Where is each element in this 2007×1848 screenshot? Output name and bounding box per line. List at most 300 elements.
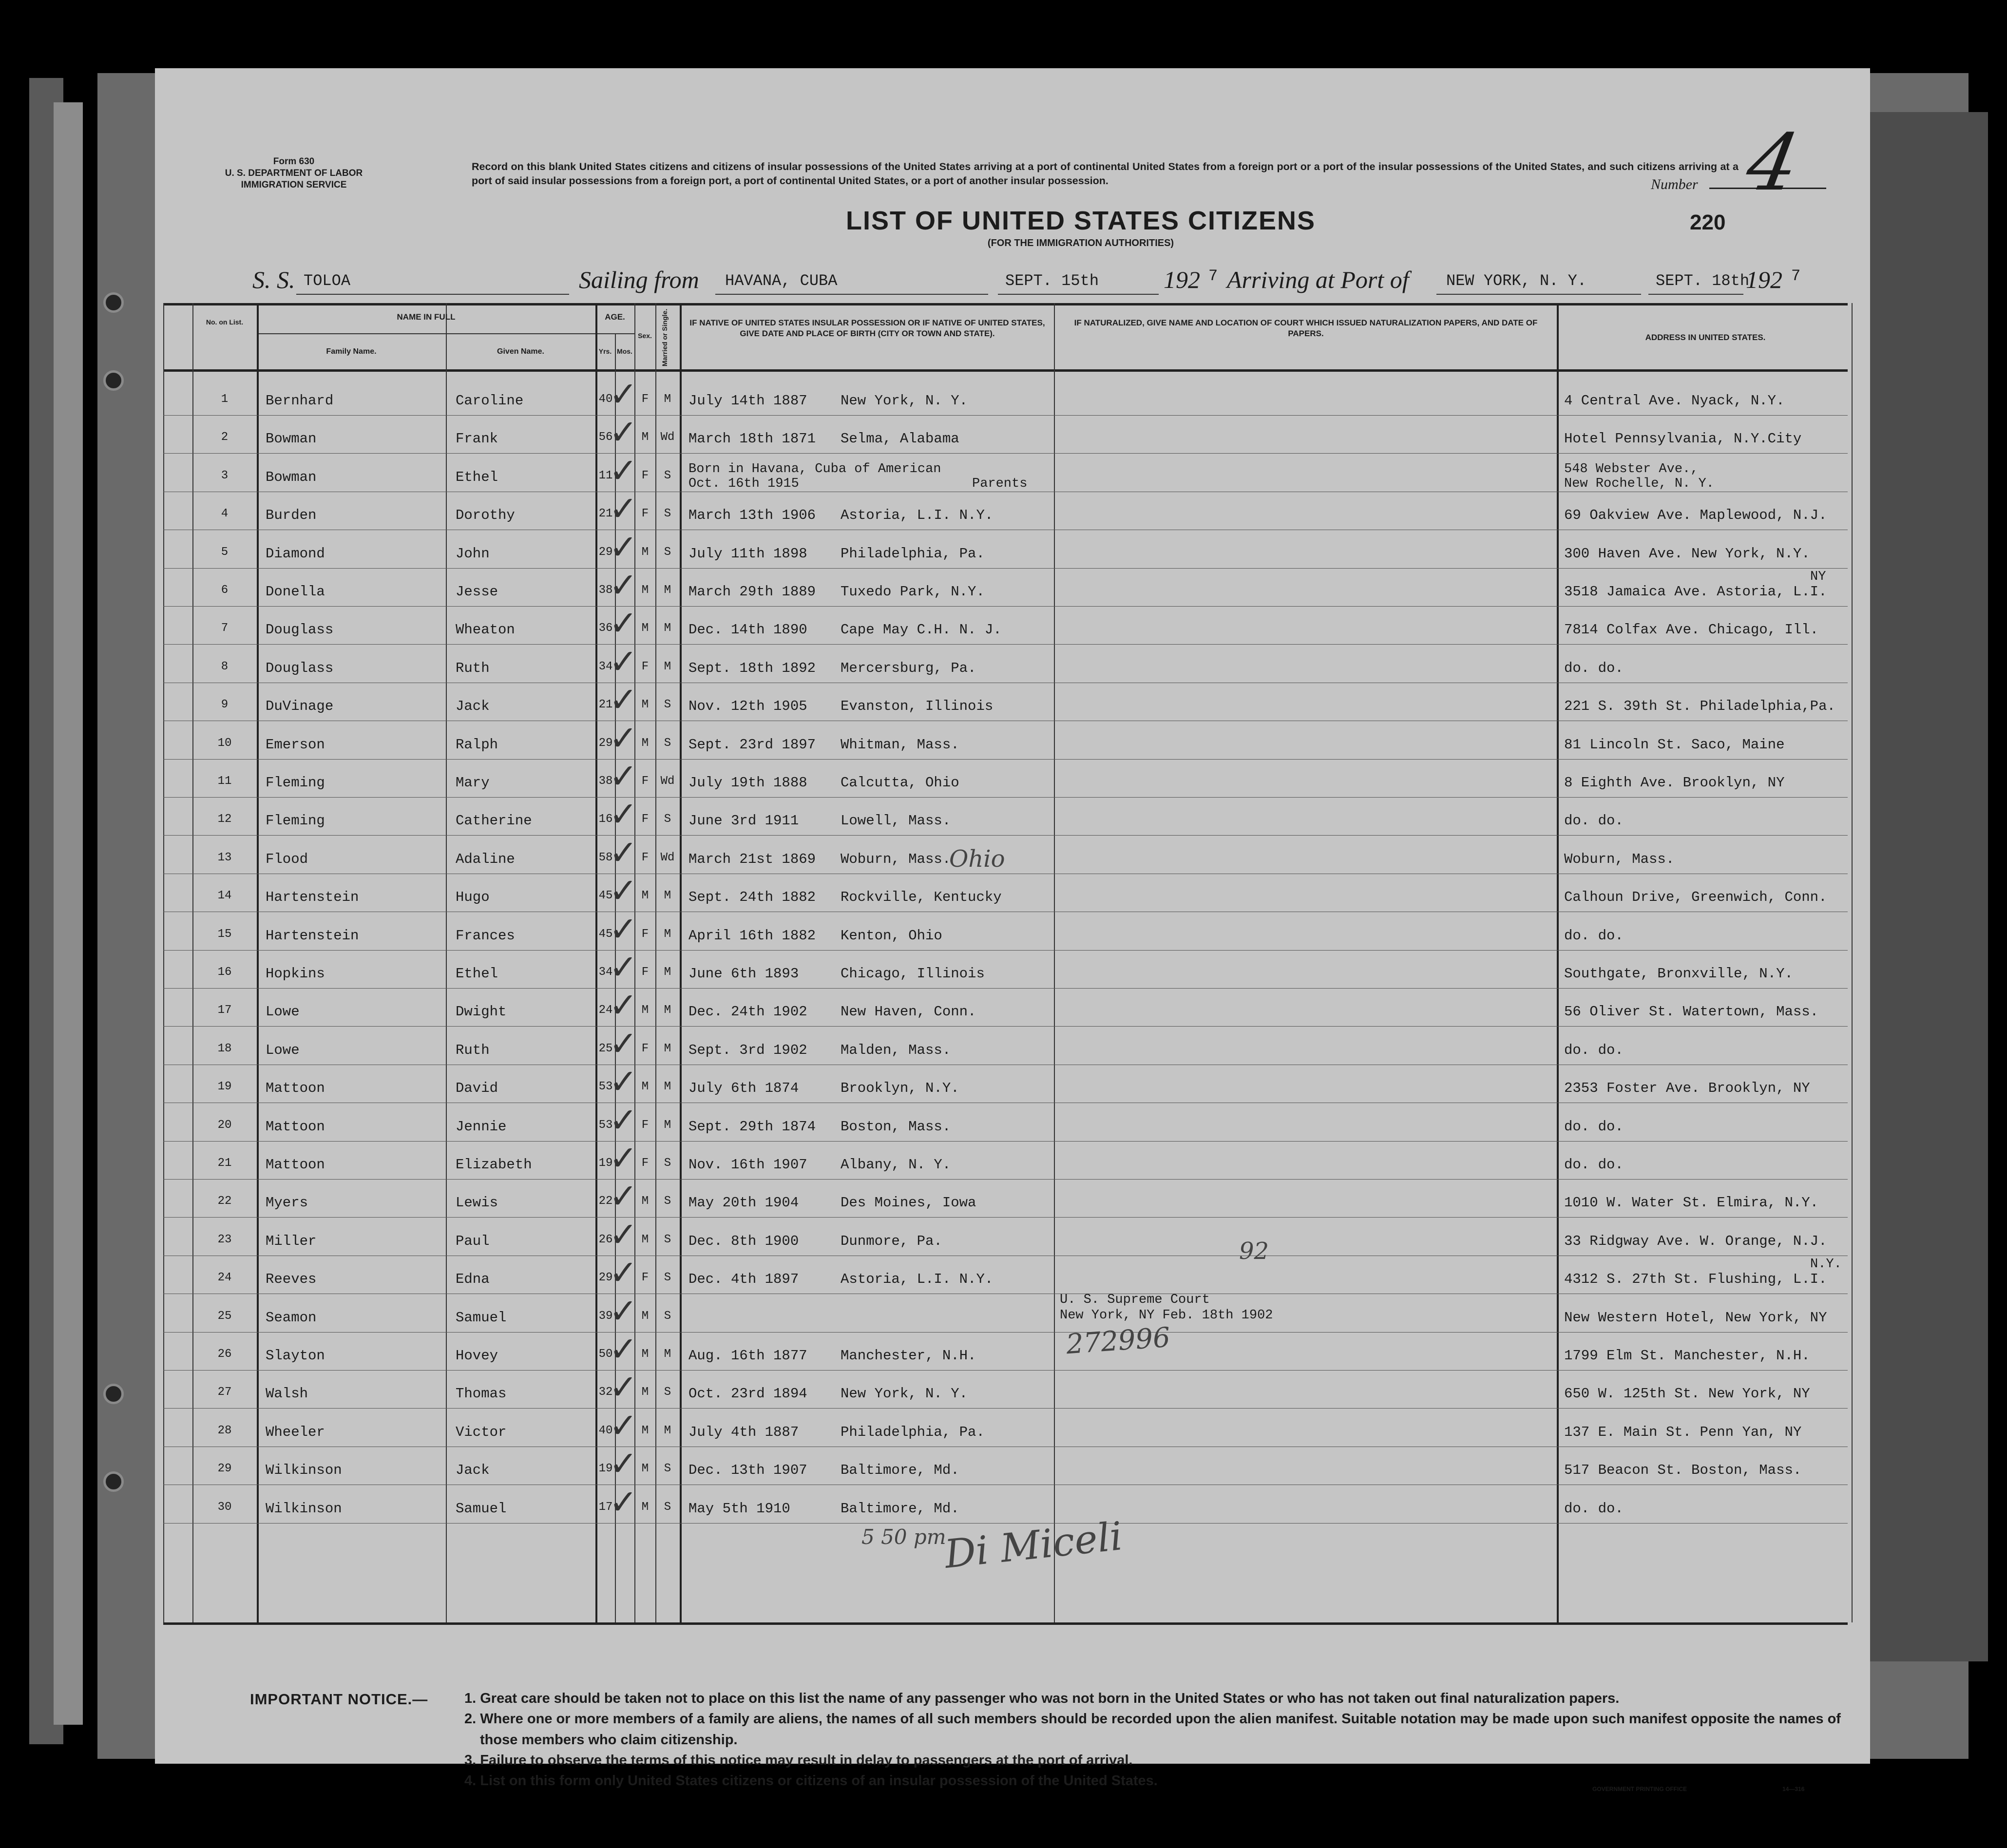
cell-ms: S <box>664 698 671 712</box>
cell-family: Seamon <box>266 1309 317 1326</box>
form-identifier <box>213 156 374 191</box>
cell-given: Paul <box>456 1233 490 1249</box>
cell-addr: 69 Oakview Ave. Maplewood, N.J. <box>1564 507 1827 524</box>
punch-hole <box>103 1384 124 1404</box>
cell-date: March 18th 1871 <box>688 431 816 447</box>
cell-sex: M <box>641 736 649 750</box>
cell-ms: S <box>664 813 671 826</box>
cell-addr: 4312 S. 27th St. Flushing, L.I. <box>1564 1271 1827 1288</box>
header-age: AGE. <box>605 312 625 322</box>
cell-age: 38 <box>598 584 613 597</box>
cell-no: 29 <box>217 1462 232 1476</box>
cell-age: 29 <box>598 545 613 559</box>
cell-date: Oct. 23rd 1894 <box>688 1386 807 1402</box>
from-port: HAVANA, CUBA <box>725 272 838 290</box>
cell-ms: S <box>664 1157 671 1170</box>
check-mark-icon: ✓ <box>609 985 638 1026</box>
row-rule <box>163 797 1848 798</box>
cell-no: 25 <box>217 1309 232 1323</box>
cell-age: 58 <box>598 851 613 864</box>
cell-date: Dec. 13th 1907 <box>688 1462 807 1479</box>
cell-given: Jack <box>456 1462 490 1479</box>
cell-addr: 8 Eighth Ave. Brooklyn, NY <box>1564 775 1785 791</box>
name-header-rule <box>257 333 595 334</box>
number-value: 4 <box>1740 117 1806 208</box>
cell-age: 21 <box>598 507 613 521</box>
cell-sex: F <box>641 507 649 521</box>
check-mark-icon: ✓ <box>609 871 638 911</box>
cell-date: March 21st 1869 <box>688 851 816 867</box>
cell-family: Fleming <box>266 775 325 791</box>
header-birth: IF NATIVE OF UNITED STATES INSULAR POSSESSION OR IF NATIVE OF UNITED STATES, GIVE DATE AND PLACE OF BIRTH (CITY OR TOWN AND STATE). <box>689 318 1045 339</box>
cell-sex: F <box>641 813 649 826</box>
cell-date: July 19th 1888 <box>688 775 807 791</box>
cell-family: Hopkins <box>266 966 325 982</box>
col-rule <box>1852 303 1853 1622</box>
check-mark-icon: ✓ <box>609 947 638 987</box>
cell-place: Lowell, Mass. <box>841 813 951 829</box>
cell-family: Douglass <box>266 660 334 676</box>
cell-given: Mary <box>456 775 490 791</box>
row-rule <box>163 644 1848 645</box>
cell-age: 25 <box>598 1042 613 1055</box>
cell-date: Dec. 8th 1900 <box>688 1233 799 1249</box>
to-port: NEW YORK, N. Y. <box>1446 272 1587 290</box>
cell-family: Hartenstein <box>266 889 359 906</box>
cell-given: Samuel <box>456 1500 507 1517</box>
cell-no: 27 <box>217 1386 232 1399</box>
cell-given: Lewis <box>456 1195 498 1211</box>
check-mark-icon: ✓ <box>609 794 638 835</box>
cell-ms: S <box>664 1386 671 1399</box>
col-rule <box>257 303 259 1622</box>
cell-sex: F <box>641 1157 649 1170</box>
cell-ms: Wd <box>660 431 675 444</box>
cell-age: 17 <box>598 1500 613 1514</box>
cell-no: 17 <box>217 1004 232 1017</box>
cell-addr: Hotel Pennsylvania, N.Y.City <box>1564 431 1802 447</box>
cell-family: Diamond <box>266 545 325 562</box>
cell-place: Cape May C.H. N. J. <box>841 622 1002 638</box>
cell-sex: M <box>641 622 649 635</box>
cell-given: Victor <box>456 1424 507 1440</box>
cell-age: 50 <box>598 1348 613 1361</box>
cell-nat2: New York, NY Feb. 18th 1902 <box>1060 1308 1273 1323</box>
cell-sex: M <box>641 1309 649 1323</box>
cell-age: 11 <box>598 469 613 482</box>
header-yrs: Yrs. <box>598 347 612 355</box>
cell-addr: 3518 Jamaica Ave. Astoria, L.I. <box>1564 584 1827 600</box>
cell-sex: M <box>641 1004 649 1017</box>
cell-addr: do. do. <box>1564 1042 1624 1058</box>
cell-sex: M <box>641 1233 649 1246</box>
cell-addr: 650 W. 125th St. New York, NY <box>1564 1386 1810 1402</box>
cell-age: 19 <box>598 1462 613 1476</box>
check-mark-icon: ✓ <box>609 1023 638 1064</box>
cell-no: 16 <box>217 966 232 979</box>
check-mark-icon: ✓ <box>609 565 638 605</box>
cell-no: 30 <box>217 1500 232 1514</box>
col-rule <box>595 303 597 1622</box>
col-rule <box>680 303 682 1622</box>
notice-item: 3. Failure to observe the terms of this notice may result in delay to passengers at the port of arrival. <box>464 1752 1133 1768</box>
cell-place: New Haven, Conn. <box>841 1004 976 1020</box>
cell-no: 8 <box>221 660 229 673</box>
cell-age: 34 <box>598 966 613 979</box>
cell-ms: M <box>664 966 671 979</box>
header-address: ADDRESS IN UNITED STATES. <box>1645 333 1766 342</box>
cell-addr2: New Rochelle, N. Y. <box>1564 476 1714 491</box>
cell-age: 40 <box>598 393 613 406</box>
cell-date: Sept. 24th 1882 <box>688 889 816 906</box>
cell-no: 26 <box>217 1348 232 1361</box>
cell-age: 16 <box>598 813 613 826</box>
cell-ms: M <box>664 1080 671 1094</box>
check-mark-icon: ✓ <box>609 1405 638 1446</box>
cell-date: Aug. 16th 1877 <box>688 1348 807 1364</box>
cell-given: Ralph <box>456 736 498 753</box>
header-mos: Mos. <box>617 347 632 355</box>
cell-addr: Woburn, Mass. <box>1564 851 1675 867</box>
cell-age: 40 <box>598 1424 613 1437</box>
cell-family: Douglass <box>266 622 334 638</box>
cell-place: Brooklyn, N.Y. <box>841 1080 959 1097</box>
cell-place: Boston, Mass. <box>841 1118 951 1135</box>
cell-given: Jack <box>456 698 490 715</box>
check-mark-icon: ✓ <box>609 450 638 491</box>
cell-sex: F <box>641 469 649 482</box>
cell-date: May 20th 1904 <box>688 1195 799 1211</box>
col-rule <box>655 303 656 1622</box>
row-rule <box>163 1370 1848 1371</box>
check-mark-icon: ✓ <box>609 1176 638 1217</box>
header-married-single: Married or Single. <box>661 308 669 366</box>
row-rule <box>163 1141 1848 1142</box>
cell-sex: M <box>641 1462 649 1476</box>
check-mark-icon: ✓ <box>609 1329 638 1369</box>
row-rule <box>163 988 1848 989</box>
cell-given: Hugo <box>456 889 490 906</box>
cell-place: New York, N. Y. <box>841 393 968 409</box>
cell-place: Astoria, L.I. N.Y. <box>841 507 994 524</box>
cell-no: 3 <box>221 469 229 482</box>
cell-given: David <box>456 1080 498 1097</box>
cell-date: Dec. 14th 1890 <box>688 622 807 638</box>
cell-sex: M <box>641 1500 649 1514</box>
col-rule <box>1054 303 1055 1622</box>
check-mark-icon: ✓ <box>609 756 638 796</box>
cell-no: 28 <box>217 1424 232 1437</box>
page-number: 220 <box>1690 210 1726 234</box>
cell-sex: M <box>641 545 649 559</box>
cell-place: New York, N. Y. <box>841 1386 968 1402</box>
cell-place: Selma, Alabama <box>841 431 959 447</box>
cell-family: Bernhard <box>266 393 334 409</box>
notice-items <box>464 1688 1853 1791</box>
sail-date: SEPT. 15th <box>1005 272 1099 290</box>
cell-place: Manchester, N.H. <box>841 1348 976 1364</box>
row-rule <box>163 1026 1848 1027</box>
check-mark-icon: ✓ <box>609 718 638 758</box>
cell-place: Des Moines, Iowa <box>841 1195 976 1211</box>
cell-place: Philadelphia, Pa. <box>841 545 985 562</box>
cell-date: July 11th 1898 <box>688 545 807 562</box>
cell-family: Myers <box>266 1195 308 1211</box>
check-mark-icon: ✓ <box>609 641 638 682</box>
cell-ms: S <box>664 545 671 559</box>
col-rule <box>1557 303 1559 1622</box>
col-rule <box>446 303 447 1622</box>
notice-item: 4. List on this form only United States citizens or citizens of an insular possession of the United States. <box>464 1773 1158 1789</box>
cell-no: 4 <box>221 507 229 521</box>
inspector-signature: Di Miceli <box>942 1513 1125 1577</box>
cell-given: Catherine <box>456 813 532 829</box>
cell-nat: U. S. Supreme Court <box>1060 1292 1210 1307</box>
cell-given: Ethel <box>456 469 498 485</box>
printer-code: 14—316 <box>1782 1786 1805 1792</box>
cell-date: July 4th 1887 <box>688 1424 799 1440</box>
cell-date: Sept. 3rd 1902 <box>688 1042 807 1058</box>
cell-place: Baltimore, Md. <box>841 1500 959 1517</box>
cell-no: 19 <box>217 1080 232 1094</box>
check-mark-icon: ✓ <box>609 1138 638 1178</box>
page-edge <box>54 102 83 1725</box>
page-subtitle: (FOR THE IMMIGRATION AUTHORITIES) <box>987 238 1174 248</box>
cell-age: 45 <box>598 889 613 903</box>
cell-age: 36 <box>598 622 613 635</box>
row-rule <box>163 759 1848 760</box>
cell-sex: M <box>641 1386 649 1399</box>
cell-no: 18 <box>217 1042 232 1055</box>
cell-no: 6 <box>221 584 229 597</box>
check-mark-icon: ✓ <box>609 909 638 949</box>
cell-no: 1 <box>221 393 229 406</box>
col-rule <box>192 303 193 1622</box>
cell-ms: M <box>664 1004 671 1017</box>
cell-place: Tuxedo Park, N.Y. <box>841 584 985 600</box>
check-mark-icon: ✓ <box>609 1367 638 1408</box>
cell-family: Wilkinson <box>266 1462 342 1479</box>
notice-item: 2. Where one or more members of a family are aliens, the names of all such members should be recorded upon the alien manifest. Suitable notation may be made upon such manifest opposite the names of those members who claim citizenship. <box>464 1711 1841 1748</box>
cell-ms: S <box>664 1271 671 1285</box>
header-no: No. on List. <box>206 318 244 326</box>
arrive-year-suffix: 7 <box>1791 267 1801 285</box>
handwritten-certificate-number: 272996 <box>1065 1321 1171 1361</box>
cell-family: Donella <box>266 584 325 600</box>
punch-hole <box>103 292 124 313</box>
cell-addr: New Western Hotel, New York, NY <box>1564 1309 1827 1326</box>
cell-sex: M <box>641 889 649 903</box>
cell-addr-sup: NY <box>1810 570 1826 584</box>
cell-addr: do. do. <box>1564 927 1624 944</box>
handwritten-number: 92 <box>1239 1238 1269 1265</box>
cell-ms: S <box>664 507 671 521</box>
cell-given: Dorothy <box>456 507 515 524</box>
cell-addr: 1799 Elm St. Manchester, N.H. <box>1564 1348 1810 1364</box>
handwritten-time: 5 50 pm <box>861 1525 946 1549</box>
cell-age: 29 <box>598 1271 613 1285</box>
row-rule <box>163 1523 1848 1524</box>
cell-sex: M <box>641 698 649 712</box>
cell-sex: F <box>641 393 649 406</box>
cell-place: Malden, Mass. <box>841 1042 951 1058</box>
cell-given: Thomas <box>456 1386 507 1402</box>
cell-given: Samuel <box>456 1309 507 1326</box>
cell-family: Burden <box>266 507 317 524</box>
check-mark-icon: ✓ <box>609 489 638 529</box>
cell-addr: 221 S. 39th St. Philadelphia,Pa. <box>1564 698 1835 715</box>
cell-addr-sup: N.Y. <box>1810 1257 1842 1272</box>
cell-date: Sept. 18th 1892 <box>688 660 816 676</box>
cell-family: Reeves <box>266 1271 317 1288</box>
cell-sex: F <box>641 851 649 864</box>
table-top-rule <box>163 303 1848 305</box>
record-instructions: Record on this blank United States citizens and citizens of insular possessions of the United States arriving at a port of continental United States from a foreign port or a port of the insular possessions of the United States, and such citizens arriving at a port of said insular possessions from a foreign port, a port of continental United States, or a port of another insular possession. <box>472 161 1739 187</box>
manifest-sheet <box>155 68 1870 1792</box>
row-rule <box>163 415 1848 416</box>
cell-sex: M <box>641 1195 649 1208</box>
sail-year: 192 <box>1164 266 1200 293</box>
row-rule <box>163 606 1848 607</box>
row-rule <box>163 568 1848 569</box>
cell-no: 21 <box>217 1157 232 1170</box>
cell-place: Whitman, Mass. <box>841 736 959 753</box>
cell-family: Fleming <box>266 813 325 829</box>
cell-addr: do. do. <box>1564 1500 1624 1517</box>
cell-date: March 13th 1906 <box>688 507 816 524</box>
check-mark-icon: ✓ <box>609 603 638 644</box>
cell-addr: 7814 Colfax Ave. Chicago, Ill. <box>1564 622 1819 638</box>
cell-given: Frances <box>456 927 515 944</box>
cell-given: Frank <box>456 431 498 447</box>
sail-date-underline <box>998 294 1159 295</box>
sail-year-suffix: 7 <box>1208 267 1218 285</box>
header-given-name: Given Name. <box>497 347 544 356</box>
cell-addr: 56 Oliver St. Watertown, Mass. <box>1564 1004 1819 1020</box>
cell-ms: S <box>664 469 671 482</box>
check-mark-icon: ✓ <box>609 1100 638 1140</box>
cell-addr: 137 E. Main St. Penn Yan, NY <box>1564 1424 1802 1440</box>
cell-family: Wheeler <box>266 1424 325 1440</box>
cell-ms: M <box>664 889 671 903</box>
cell-age: 56 <box>598 431 613 444</box>
header-bottom-rule <box>163 369 1848 372</box>
cell-given: John <box>456 545 490 562</box>
cell-place: Astoria, L.I. N.Y. <box>841 1271 994 1288</box>
cell-addr: 517 Beacon St. Boston, Mass. <box>1564 1462 1802 1479</box>
cell-ms: M <box>664 584 671 597</box>
cell-no: 10 <box>217 736 232 750</box>
cell-no: 15 <box>217 927 232 941</box>
row-rule <box>163 1332 1848 1333</box>
cell-addr: Southgate, Bronxville, N.Y. <box>1564 966 1793 982</box>
cell-family: Lowe <box>266 1004 300 1020</box>
cell-addr: 2353 Foster Ave. Brooklyn, NY <box>1564 1080 1810 1097</box>
cell-date: March 29th 1889 <box>688 584 816 600</box>
cell-ms: S <box>664 1462 671 1476</box>
cell-ms: S <box>664 736 671 750</box>
cell-family: Bowman <box>266 431 317 447</box>
cell-family: Wilkinson <box>266 1500 342 1517</box>
row-rule <box>163 835 1848 836</box>
cell-date2: Oct. 16th 1915 <box>688 476 799 491</box>
cell-no: 12 <box>217 813 232 826</box>
header-name-in-full: NAME IN FULL <box>397 312 456 322</box>
cell-age: 38 <box>598 775 613 788</box>
arriving-label: Arriving at Port of <box>1227 266 1409 293</box>
cell-place: Baltimore, Md. <box>841 1462 959 1479</box>
cell-ms: M <box>664 1424 671 1437</box>
cell-sex: F <box>641 1042 649 1055</box>
cell-family: Walsh <box>266 1386 308 1402</box>
cell-family: Flood <box>266 851 308 867</box>
printer-credit: GOVERNMENT PRINTING OFFICE <box>1592 1786 1687 1792</box>
cell-addr: 81 Lincoln St. Saco, Maine <box>1564 736 1785 753</box>
cell-date: Dec. 4th 1897 <box>688 1271 799 1288</box>
cell-place: Rockville, Kentucky <box>841 889 1002 906</box>
cell-no: 2 <box>221 431 229 444</box>
form-number: Form 630 <box>273 156 315 167</box>
cell-date: July 6th 1874 <box>688 1080 799 1097</box>
cell-given: Caroline <box>456 393 524 409</box>
cell-sex: M <box>641 431 649 444</box>
cell-age: 53 <box>598 1118 613 1132</box>
cell-place: Mercersburg, Pa. <box>841 660 976 676</box>
check-mark-icon: ✓ <box>609 1291 638 1331</box>
cell-no: 24 <box>217 1271 232 1285</box>
cell-no: 9 <box>221 698 229 712</box>
cell-date: Nov. 16th 1907 <box>688 1157 807 1173</box>
cell-given: Dwight <box>456 1004 507 1020</box>
cell-place: Calcutta, Ohio <box>841 775 959 791</box>
cell-ms: M <box>664 393 671 406</box>
cell-age: 39 <box>598 1309 613 1323</box>
row-rule <box>163 950 1848 951</box>
cell-given: Ruth <box>456 660 490 676</box>
cell-age: 24 <box>598 1004 613 1017</box>
cell-ms: M <box>664 1348 671 1361</box>
cell-date: June 3rd 1911 <box>688 813 799 829</box>
cell-age: 29 <box>598 736 613 750</box>
cell-given: Elizabeth <box>456 1157 532 1173</box>
from-underline <box>715 294 988 295</box>
cell-given: Adaline <box>456 851 515 867</box>
cell-place2: Parents <box>972 476 1028 491</box>
check-mark-icon: ✓ <box>609 1444 638 1484</box>
number-label: Number <box>1651 176 1698 192</box>
check-mark-icon: ✓ <box>609 1062 638 1102</box>
cell-addr: do. do. <box>1564 1118 1624 1135</box>
cell-place: Woburn, Mass. <box>841 851 951 867</box>
cell-no: 7 <box>221 622 229 635</box>
cell-given: Ethel <box>456 966 498 982</box>
cell-ms: S <box>664 1195 671 1208</box>
cell-family: Emerson <box>266 736 325 753</box>
cell-family: Mattoon <box>266 1157 325 1173</box>
cell-age: 34 <box>598 660 613 673</box>
cell-addr: 548 Webster Ave., <box>1564 461 1699 476</box>
cell-addr: Calhoun Drive, Greenwich, Conn. <box>1564 889 1827 906</box>
cell-date: Born in Havana, Cuba of American <box>688 461 941 476</box>
department: U. S. DEPARTMENT OF LABOR <box>225 168 363 178</box>
cell-family: Mattoon <box>266 1118 325 1135</box>
check-mark-icon: ✓ <box>609 374 638 414</box>
cell-age: 26 <box>598 1233 613 1246</box>
arrive-date-underline <box>1648 294 1743 295</box>
cell-no: 5 <box>221 545 229 559</box>
cell-ms: M <box>664 1118 671 1132</box>
sailing-label: Sailing from <box>579 266 699 293</box>
